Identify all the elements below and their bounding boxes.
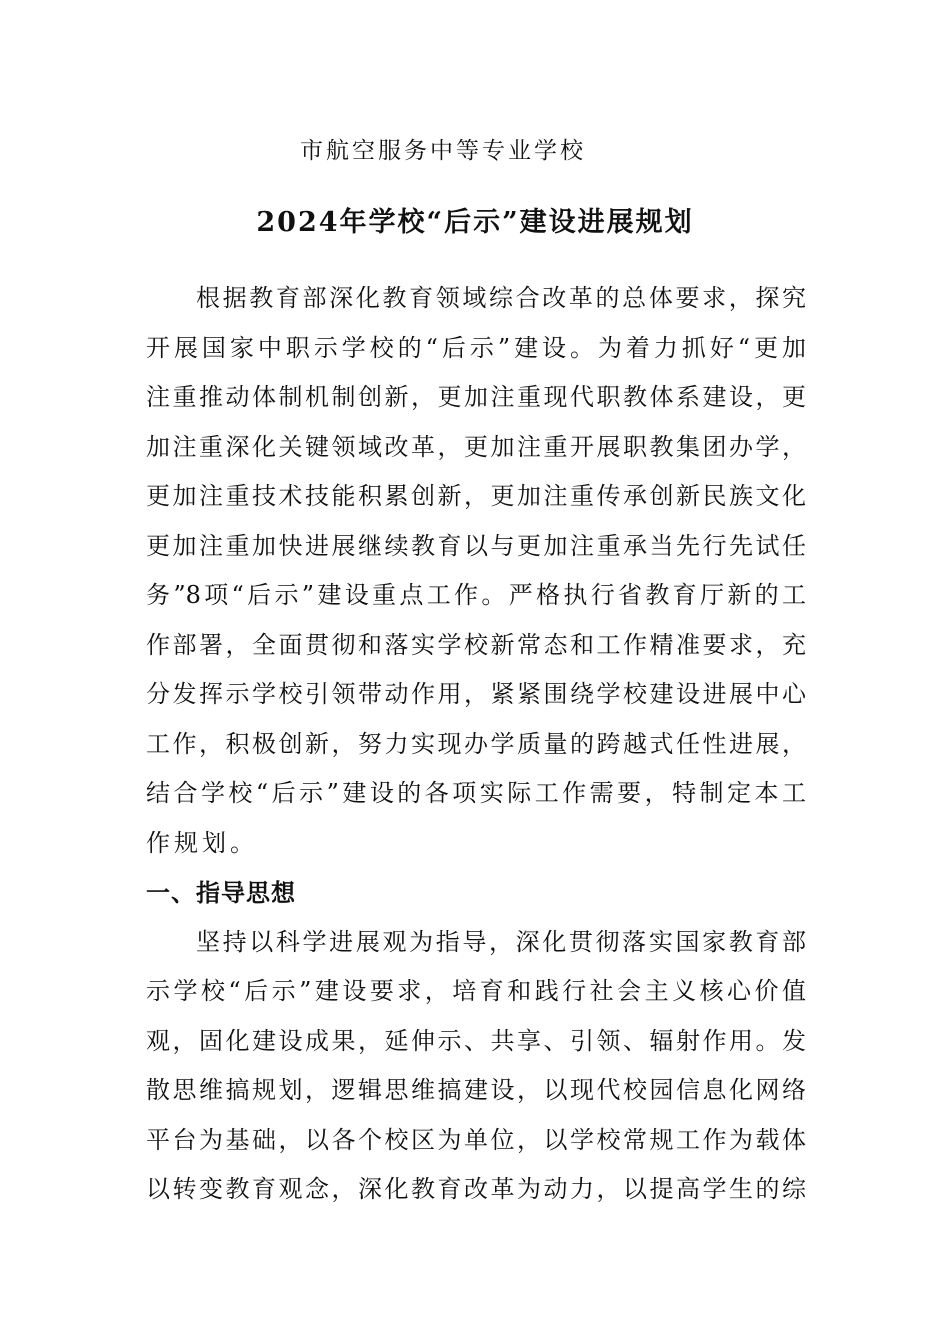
paragraph-line: 结合学校“后示”建设的各项实际工作需要，特制定本工 xyxy=(146,779,806,807)
paragraph-line: 务”8项“后示”建设重点工作。严格执行省教育厅新的工 xyxy=(146,581,806,609)
paragraph-line: 开展国家中职示学校的“后示”建设。为着力抓好“更加 xyxy=(146,333,806,362)
paragraph-line: 作部署，全面贯彻和落实学校新常态和工作精准要求，充 xyxy=(146,630,806,659)
paragraph-line: 根据教育部深化教育领域综合改革的总体要求，探究 xyxy=(196,284,806,312)
paragraph-line: 以转变教育观念，深化教育改革为动力，以提高学生的综 xyxy=(146,1175,806,1203)
paragraph-line: 平台为基础，以各个校区为单位，以学校常规工作为载体 xyxy=(146,1125,806,1154)
organization-name: 市航空服务中等专业学校 xyxy=(300,138,586,164)
paragraph-line: 作规划。 xyxy=(146,828,258,857)
paragraph-line: 注重推动体制机制创新，更加注重现代职教体系建设，更 xyxy=(146,383,806,411)
paragraph-line: 分发挥示学校引领带动作用，紧紧围绕学校建设进展中心 xyxy=(146,680,806,708)
paragraph-line: 更加注重加快进展继续教育以与更加注重承当先行先试任 xyxy=(146,531,806,560)
paragraph-line: 散思维搞规划，逻辑思维搞建设，以现代校园信息化网络 xyxy=(146,1076,806,1104)
paragraph-line: 观，固化建设成果，延伸示、共享、引领、辐射作用。发 xyxy=(146,1026,806,1055)
paragraph-line: 加注重深化关键领域改革，更加注重开展职教集团办学， xyxy=(146,432,806,461)
paragraph-line: 示学校“后示”建设要求，培育和践行社会主义核心价值 xyxy=(146,977,806,1005)
paragraph-line: 更加注重技术技能积累创新，更加注重传承创新民族文化 xyxy=(146,482,806,510)
paragraph-line: 工作，积极创新，努力实现办学质量的跨越式任性进展， xyxy=(146,729,806,758)
document-body xyxy=(146,274,806,1215)
document-title: 2024年学校“后示”建设进展规划 xyxy=(256,207,694,238)
paragraph-line: 坚持以科学进展观为指导，深化贯彻落实国家教育部 xyxy=(196,927,806,956)
section-heading: 一、指导思想 xyxy=(146,878,296,907)
